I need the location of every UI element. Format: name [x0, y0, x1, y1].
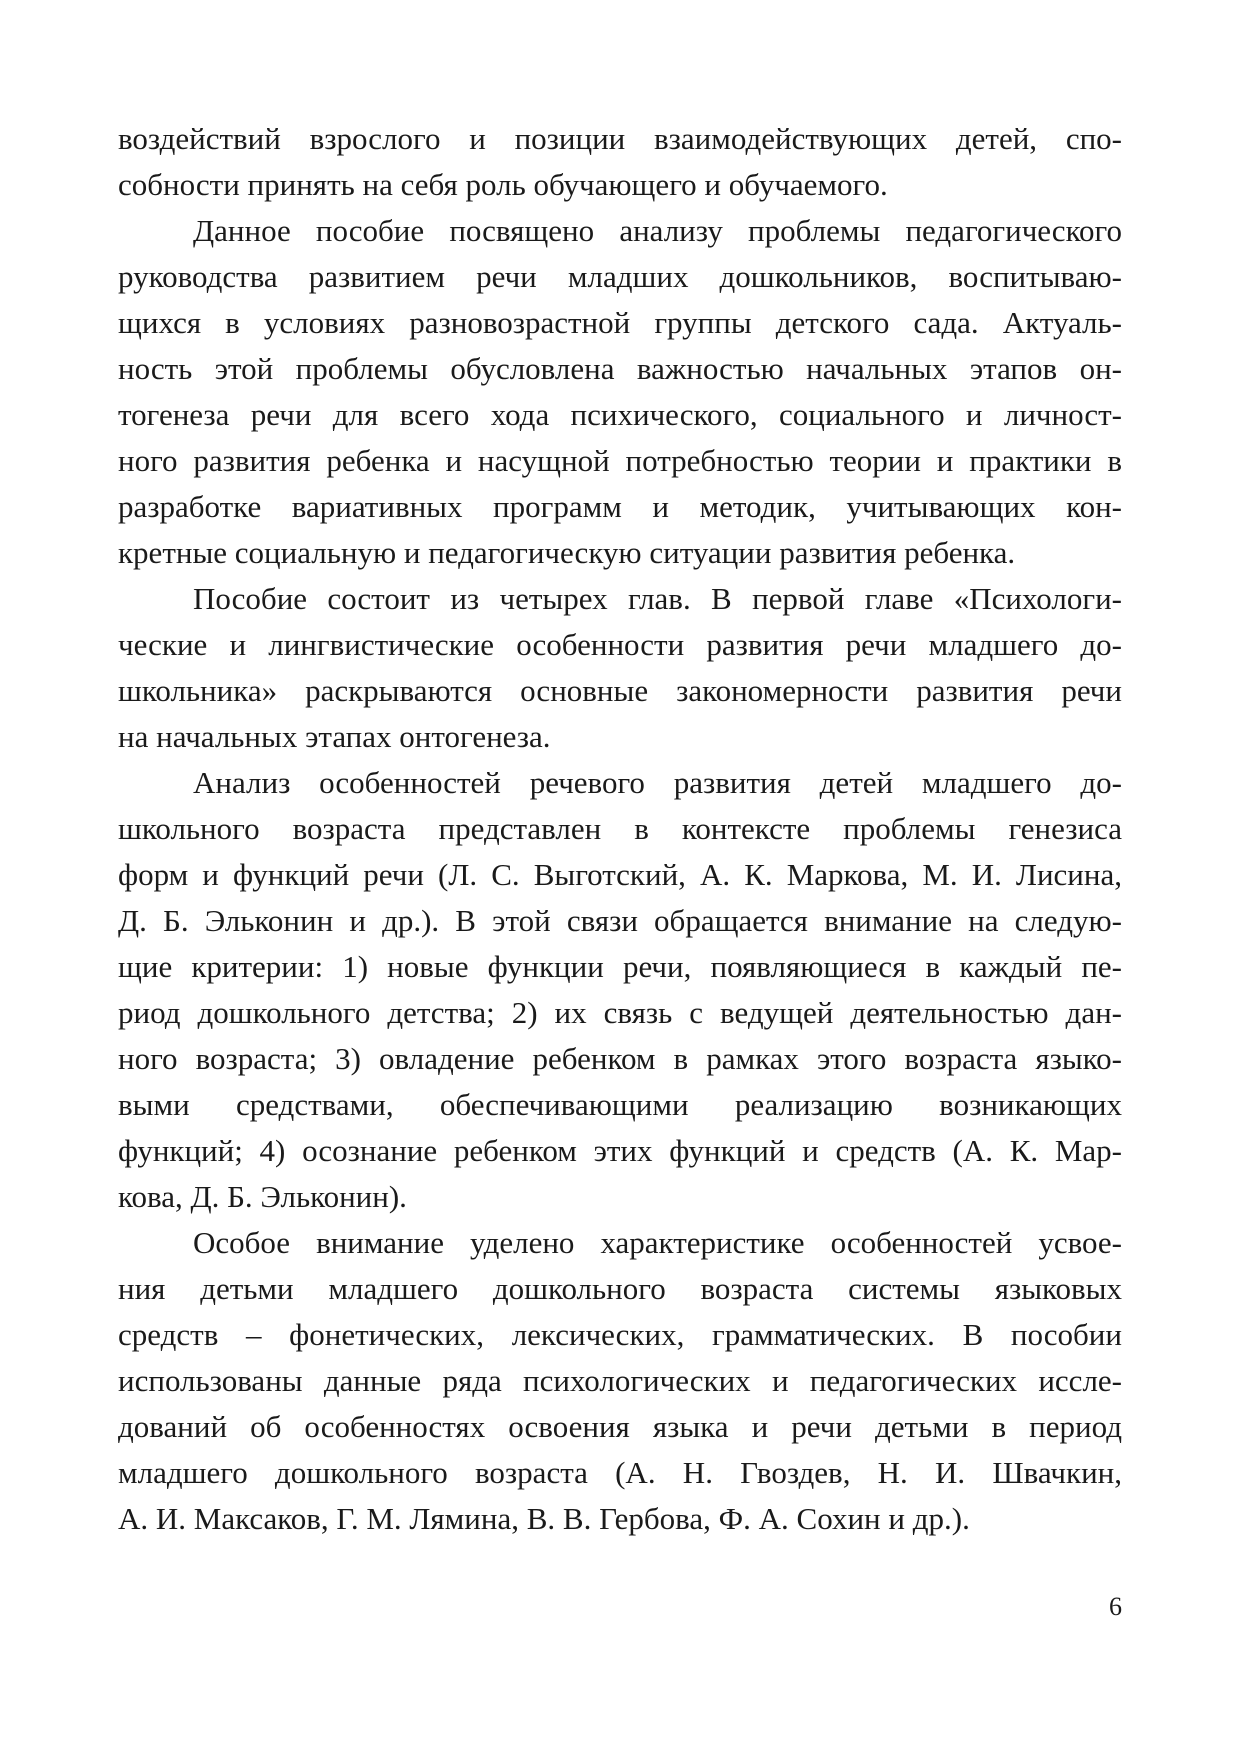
text-line: Данное пособие посвящено анализу проблемы педагогического [193, 213, 1122, 248]
text-line: ного возраста; 3) овладение ребенком в рамках этого возраста языко- [118, 1041, 1122, 1076]
text-line: Пособие состоит из четырех глав. В первой главе «Психологи- [193, 581, 1122, 616]
text-line: ческие и лингвистические особенности развития речи младшего до- [118, 627, 1122, 662]
text-line: ного развития ребенка и насущной потребностью теории и практики в [118, 443, 1122, 478]
text-line: собности принять на себя роль обучающего и обучаемого. [118, 167, 888, 202]
text-line: средств – фонетических, лексических, грамматических. В пособии [118, 1317, 1122, 1352]
text-line: школьника» раскрываются основные закономерности развития речи [118, 673, 1122, 708]
text-line: ния детьми младшего дошкольного возраста системы языковых [118, 1271, 1122, 1306]
text-line: щихся в условиях разновозрастной группы детского сада. Актуаль- [118, 305, 1122, 340]
text-line: выми средствами, обеспечивающими реализацию возникающих [118, 1087, 1122, 1122]
text-line: использованы данные ряда психологических и педагогических иссле- [118, 1363, 1122, 1398]
text-line: функций; 4) осознание ребенком этих функций и средств (А. К. Мар- [118, 1133, 1122, 1168]
text-line: младшего дошкольного возраста (А. Н. Гвоздев, Н. И. Швачкин, [118, 1455, 1122, 1490]
text-line: кова, Д. Б. Эльконин). [118, 1179, 407, 1214]
text-line: Особое внимание уделено характеристике особенностей усвое- [193, 1225, 1122, 1260]
text-line: Д. Б. Эльконин и др.). В этой связи обращается внимание на следую- [118, 903, 1122, 938]
text-line: руководства развитием речи младших дошкольников, воспитываю- [118, 259, 1122, 294]
text-line: щие критерии: 1) новые функции речи, появляющиеся в каждый пе- [118, 949, 1122, 984]
text-line: ность этой проблемы обусловлена важностью начальных этапов он- [118, 351, 1122, 386]
text-line: разработке вариативных программ и методик, учитывающих кон- [118, 489, 1122, 524]
text-line: на начальных этапах онтогенеза. [118, 719, 551, 754]
text-line: А. И. Максаков, Г. М. Лямина, В. В. Гербова, Ф. А. Сохин и др.). [118, 1501, 970, 1536]
body-text [118, 116, 1122, 1542]
text-line: риод дошкольного детства; 2) их связь с ведущей деятельностью дан- [118, 995, 1122, 1030]
text-line: дований об особенностях освоения языка и речи детьми в период [118, 1409, 1122, 1444]
page-number: 6 [1109, 1592, 1122, 1621]
text-line: тогенеза речи для всего хода психического, социального и личност- [118, 397, 1122, 432]
text-line: форм и функций речи (Л. С. Выготский, А. К. Маркова, М. И. Лисина, [118, 857, 1122, 892]
text-line: Анализ особенностей речевого развития детей младшего до- [193, 765, 1122, 800]
text-line: кретные социальную и педагогическую ситуации развития ребенка. [118, 535, 1016, 570]
text-line: воздействий взрослого и позиции взаимодействующих детей, спо- [118, 121, 1122, 156]
text-line: школьного возраста представлен в контексте проблемы генезиса [118, 811, 1122, 846]
